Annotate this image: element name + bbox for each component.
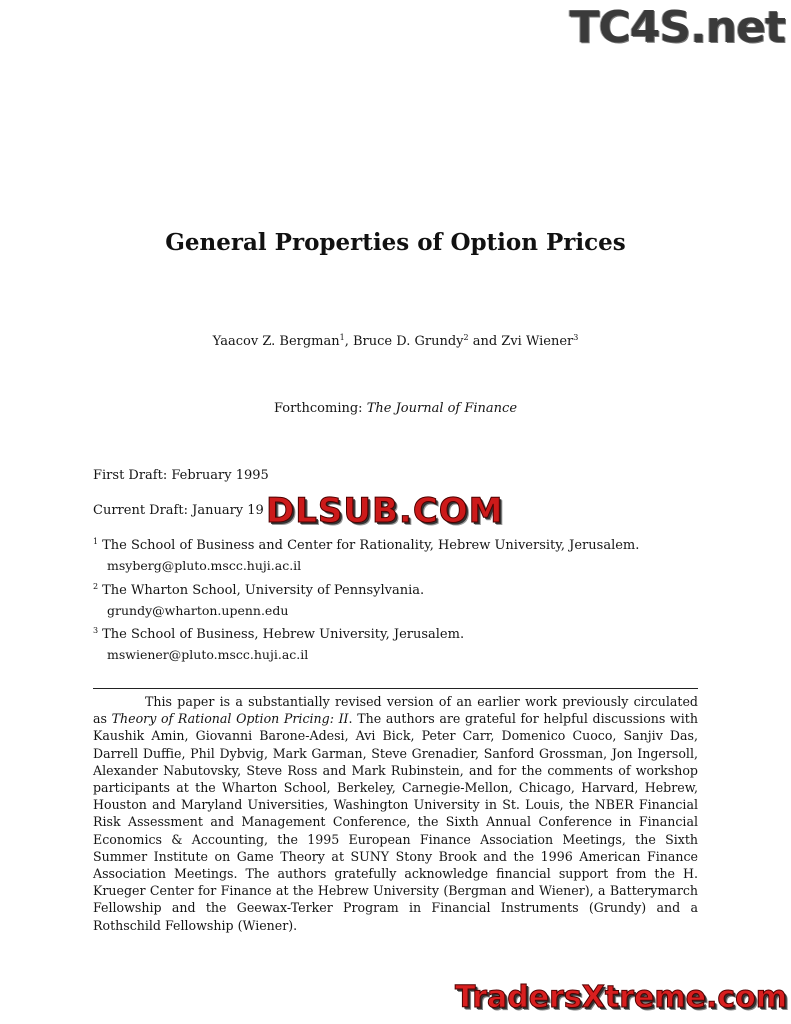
affiliation-mark: 1 <box>93 537 99 546</box>
author-email: msyberg@pluto.mscc.huji.ac.il <box>107 558 302 573</box>
affiliation-text: The School of Business and Center for Rationality, Hebrew University, Jerusalem. <box>102 538 640 553</box>
affiliation-text: The School of Business, Hebrew University, Jerusalem. <box>102 627 465 642</box>
affiliation-1 <box>93 536 713 576</box>
watermark-dlsub: DLSUB.COM <box>266 491 504 531</box>
watermark-tc4s: TC4S.net <box>569 2 785 53</box>
author-email: mswiener@pluto.mscc.huji.ac.il <box>107 647 309 662</box>
affiliation-mark: 2 <box>93 582 99 591</box>
forthcoming-label: Forthcoming: <box>273 401 367 416</box>
ack-lead: This paper is a substantially revised version of an earlier work previously circulated as <box>93 694 698 727</box>
affiliation-text: The Wharton School, University of Pennsylvania. <box>102 583 425 598</box>
current-draft-date: Current Draft: January 19 <box>93 503 264 518</box>
paper-title: General Properties of Option Prices <box>165 229 626 256</box>
author-name: Yaacov Z. Bergman <box>212 334 340 349</box>
ack-body: . The authors are grateful for helpful discussions with Kaushik Amin, Giovanni Barone-Adesi, Avi Bick, Peter Carr, Domenico Cuoco, Sanjiv Das, Darrell Duffie, Phil Dybvig, Mark Garman, Steve Grenadier, Sanford Grossman, Jon Ingersoll, Alexander Nabutovsky, Steve Ross and Mark Rubinstein, and for the comments of workshop participants at the Wharton School, Berkeley, Carnegie-Mellon, Chicago, Harvard, Hebrew, Houston and Maryland Universities, Washington University in St. Louis, the NBER Financial Risk Assessment and Management Conference, the Sixth Annual Conference in Financial Economics & Accounting, the 1995 European Finance Association Meetings, the Sixth Summer Institute on Game Theory at SUNY Stony Brook and the 1996 American Finance Association Meetings. The authors gratefully acknowledge financial support from the H. Krueger Center for Finance at the Hebrew University (Bergman and Wiener), a Batterymarch Fellowship and the Geewax-Terker Program in Financial Instruments (Grundy) and a Rothschild Fellowship (Wiener). <box>93 711 698 933</box>
first-draft-date: First Draft: February 1995 <box>93 468 269 483</box>
ack-work-title: Theory of Rational Option Pricing: II <box>111 711 349 727</box>
author-footnote-mark: 3 <box>573 333 579 342</box>
author-line <box>0 332 791 352</box>
author-footnote-mark: 2 <box>463 333 469 342</box>
author-email: grundy@wharton.upenn.edu <box>107 603 289 618</box>
author-footnote-mark: 1 <box>339 333 345 342</box>
publication-status <box>0 399 791 419</box>
affiliation-2 <box>93 581 713 621</box>
affiliation-mark: 3 <box>93 626 99 635</box>
journal-name: The Journal of Finance <box>366 401 518 416</box>
author-separator: , <box>344 334 353 349</box>
watermark-tradersxtreme: TradersXtreme.com <box>455 980 787 1015</box>
footnote-rule <box>93 688 698 689</box>
affiliation-3 <box>93 625 713 665</box>
author-name: Bruce D. Grundy <box>353 334 464 349</box>
author-name: Zvi Wiener <box>501 334 574 349</box>
author-separator: and <box>468 334 502 349</box>
acknowledgement-paragraph <box>93 693 698 934</box>
